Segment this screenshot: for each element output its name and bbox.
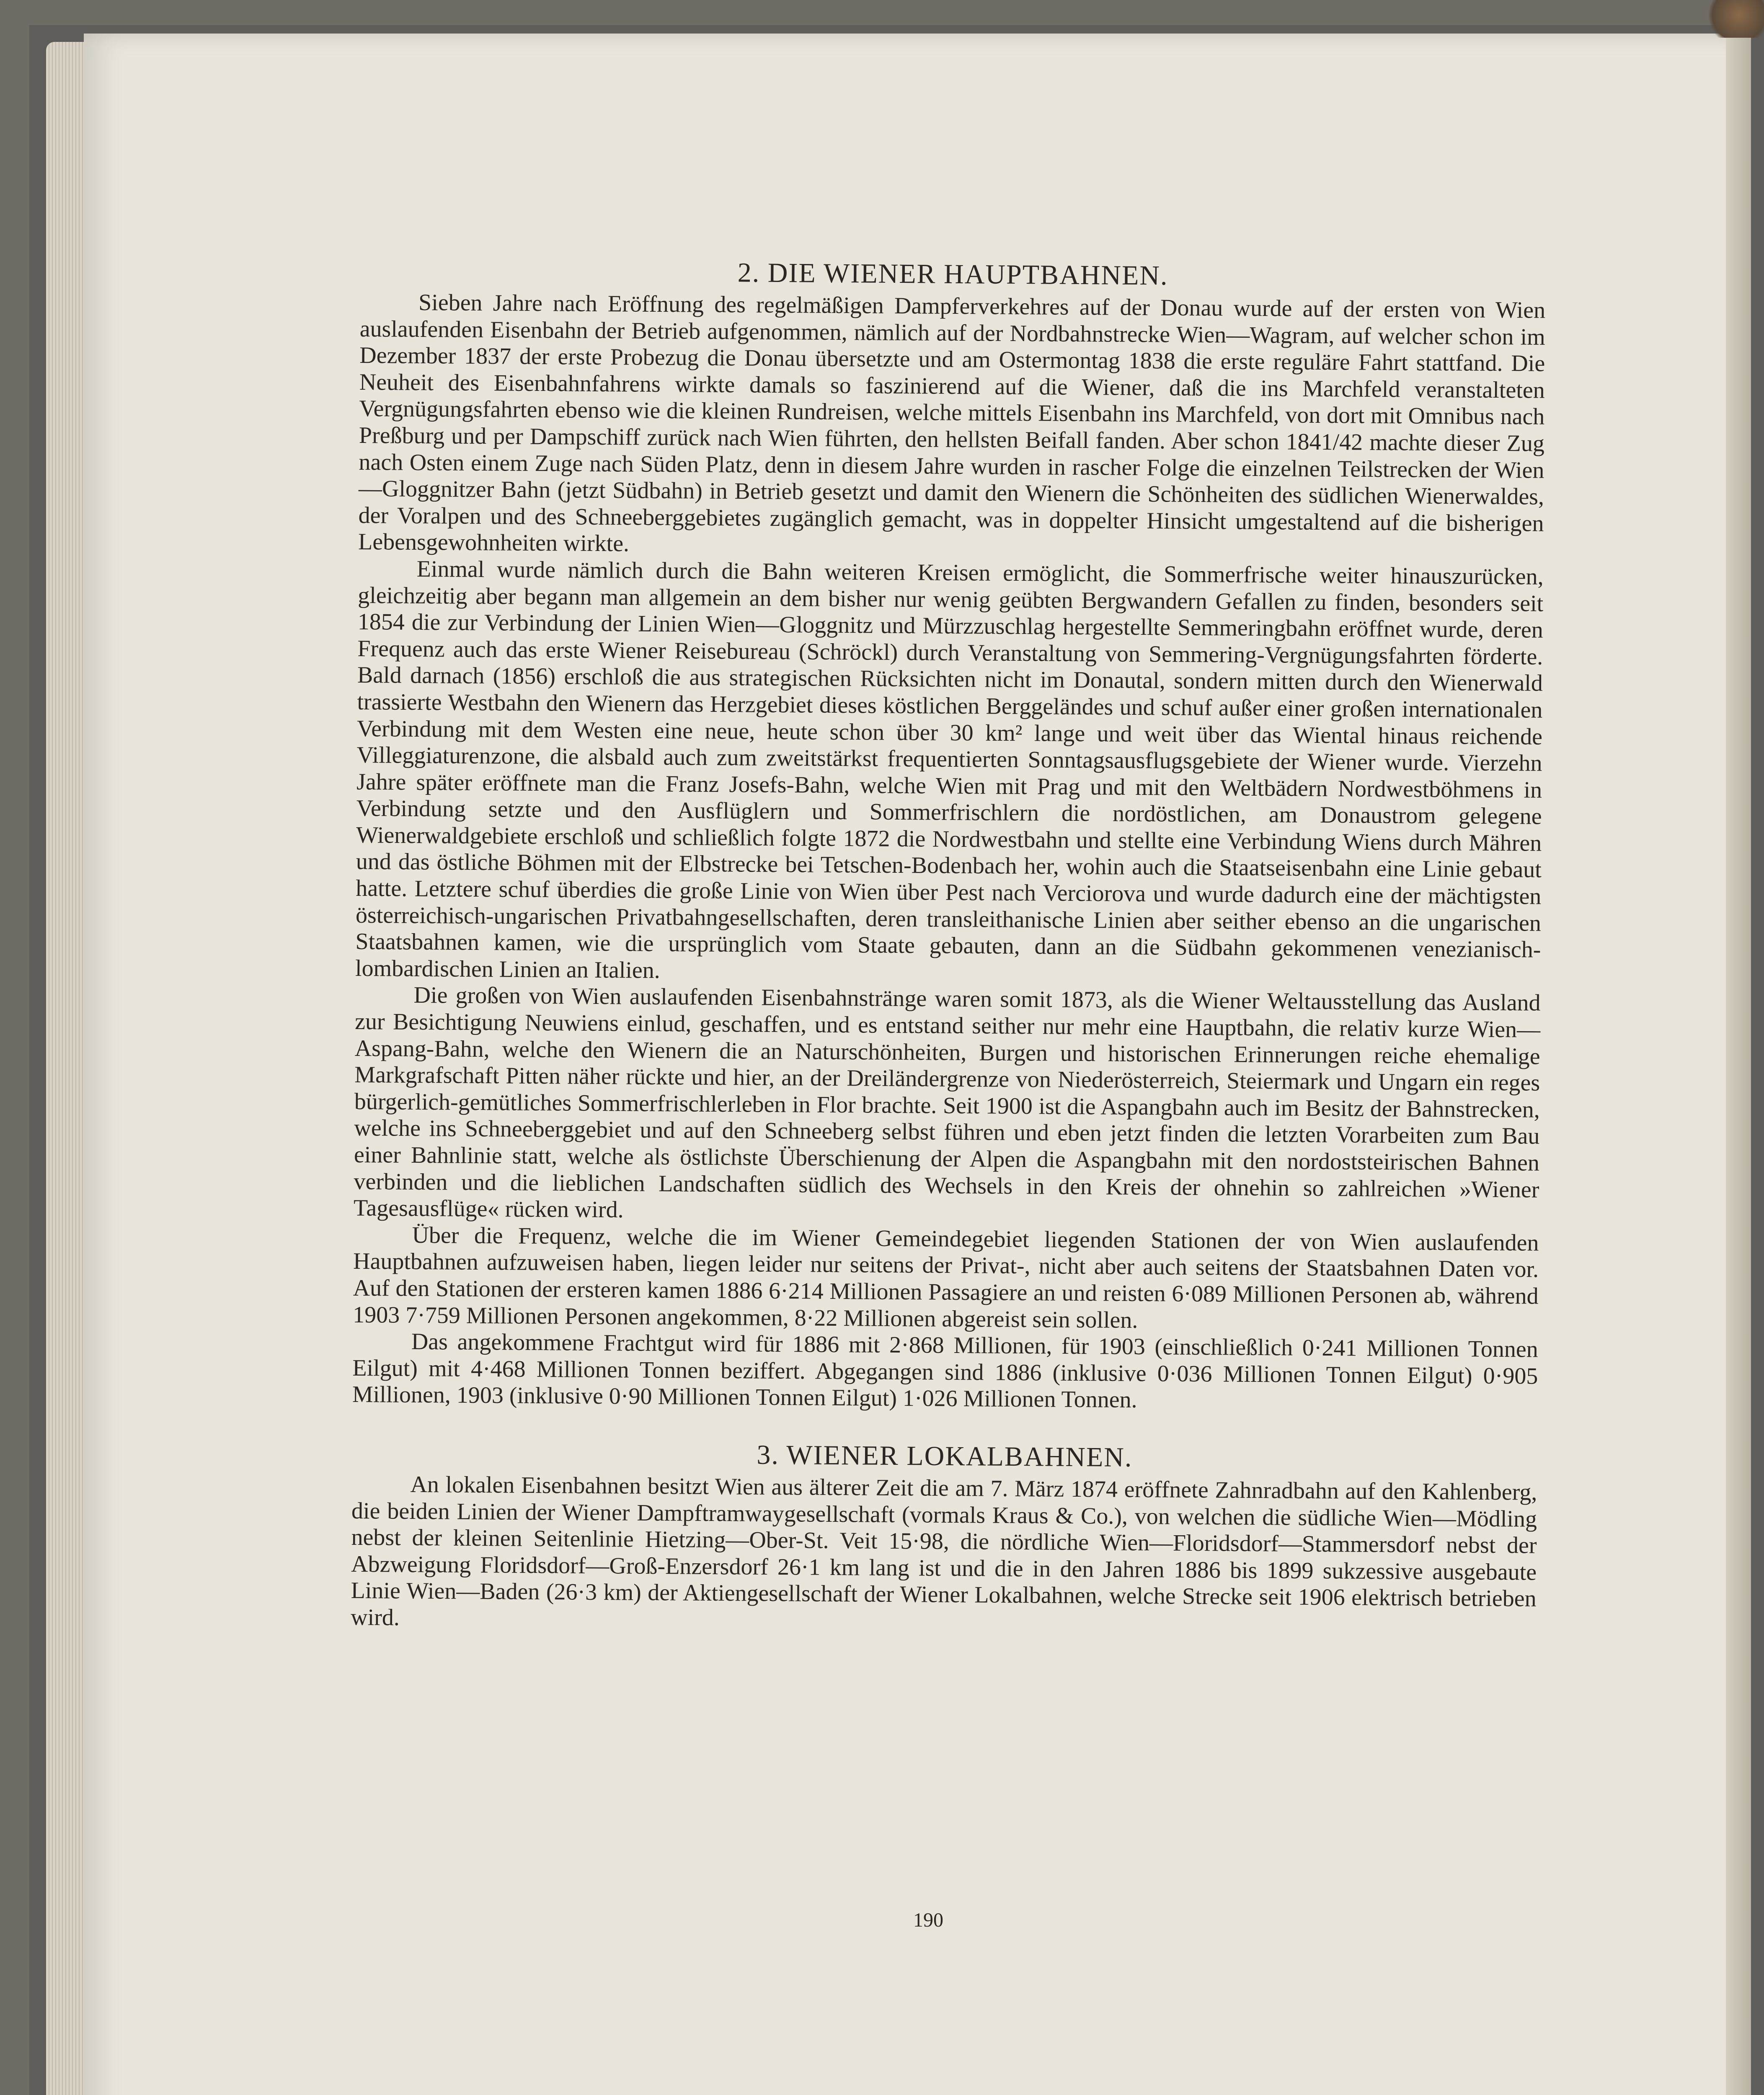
paragraph: Das angekommene Frachtgut wird für 1886 mit 2·868 Millionen, für 1903 (einschließlich 0·241 Millionen Tonnen Eilgut) mit 4·468 Millionen Tonnen beziffert. Abgegangen sind 1886 (inklusive 0·036 Millionen Tonnen Eilgut) 0·905 Millionen, 1903 (inklusive 0·90 Millionen Tonnen Eilgut) 1·026 Millionen Tonnen. [352, 1329, 1538, 1413]
paragraph: Sieben Jahre nach Eröffnung des regelmäßigen Dampferverkehres auf der Donau wurde auf der ersten von Wien auslaufenden Eisenbahn der Betrieb aufgenommen, nämlich auf der Nordbahnstrecke Wien—Wagram, auf welcher schon im Dezember 1837 der erste Probezug die Donau übersetzte und am Ostermontag 1838 die erste reguläre Fahrt stattfand. Die Neuheit des Eisenbahnfahrens wirkte damals so faszinierend auf die Wiener, daß die ins Marchfeld veranstalteten Vergnügungsfahrten ebenso wie die kleinen Rundreisen, welche mittels Eisenbahn ins Marchfeld, von dort mit Omnibus nach Preßburg und per Dampschiff zurück nach Wien führten, den hellsten Beifall fanden. Aber schon 1841/42 machte dieser Zug nach Osten einem Zuge nach Süden Platz, denn in diesem Jahre wurden in rascher Folge die einzelnen Teilstrecken der Wien—Gloggnitzer Bahn (jetzt Südbahn) in Betrieb gesetzt und damit den Wienern die Schönheiten des südlichen Wienerwaldes, der Voralpen und des Schneeberggebietes zugänglich gemacht, was in doppelter Hinsicht umgestaltend auf die bisherigen Lebensgewohnheiten wirkte. [358, 289, 1546, 557]
page-number: 190 [913, 1909, 943, 1931]
torn-corner [1701, 0, 1764, 38]
paragraph: Einmal wurde nämlich durch die Bahn weiteren Kreisen ermöglicht, die Sommerfrische weiter hinauszurücken, gleichzeitig aber begann man allgemein an dem bisher nur wenig geübten Bergwandern Gefallen zu finden, besonders seit 1854 die zur Verbindung der Linien Wien—Gloggnitz und Mürzzuschlag hergestellte Semmeringbahn eröffnet wurde, deren Frequenz auch das erste Wiener Reisebureau (Schröckl) durch Veranstaltung von Semmering-Vergnügungsfahrten förderte. Bald darnach (1856) erschloß die aus strategischen Rücksichten nicht im Donautal, sondern mitten durch den Wienerwald trassierte Westbahn den Wienern das Herzgebiet dieses köstlichen Berggeländes und schuf außer einer großen internationalen Verbindung mit dem Westen eine neue, heute schon über 30 km² lange und weit über das Wiental hinaus reichende Villeggiaturenzone, die alsbald auch zum zweitstärkst frequentierten Sonntagsausflugsgebiete der Wiener wurde. Vierzehn Jahre später eröffnete man die Franz Josefs-Bahn, welche Wien mit Prag und mit den Weltbädern Nordwestböhmens in Verbindung setzte und den Ausflüglern und Sommerfrischlern die nordöstlichen, am Donaustrom gelegene Wienerwaldgebiete erschloß und schließlich folgte 1872 die Nordwestbahn und stellte eine Verbindung Wiens durch Mähren und das östliche Böhmen mit der Elbstrecke bei Tetschen-Bodenbach her, wohin auch die Staatseisenbahn eine Linie gebaut hatte. Letztere schuf überdies die große Linie von Wien über Pest nach Verciorova und wurde dadurch eine der mächtigsten österreichisch-ungarischen Privatbahngesellschaften, deren transleithanische Linien aber seither ebenso an die ungarischen Staatsbahnen kamen, wie die ursprünglich vom Staate gebauten, dann an die Südbahn gekommenen venezianisch-lombardischen Linien an Italien. [355, 556, 1544, 983]
paragraph: Die großen von Wien auslaufenden Eisenbahnstränge waren somit 1873, als die Wiener Weltausstellung das Ausland zur Besichtigung Neuwiens einlud, geschaffen, und es entstand seither nur mehr eine Hauptbahn, die relativ kurze Wien—Aspang-Bahn, welche den Wienern die an Naturschönheiten, Burgen und historischen Erinnerungen reiche ehemalige Markgrafschaft Pitten näher rückte und hier, an der Dreiländergrenze von Niederösterreich, Steiermark und Ungarn ein reges bürgerlich-gemütliches Sommerfrischlerleben in Flor brachte. Seit 1900 ist die Aspangbahn auch im Besitz der Bahnstrecken, welche ins Schneeberggebiet und auf den Schneeberg selbst führen und eben jetzt finden die letzten Vorarbeiten zum Bau einer Bahnlinie statt, welche als östlichste Überschienung der Alpen die Aspangbahn mit den nordoststeirischen Bahnen verbinden und die lieblichen Landschaften südlich des Wechsels in den Kreis der ohnehin so zahlreichen »Wiener Tagesausflüge« rücken wird. [353, 982, 1541, 1223]
text-block [351, 251, 1546, 1639]
page-gutter [1726, 34, 1751, 2095]
paragraph: Über die Frequenz, welche die im Wiener Gemeindegebiet liegenden Stationen der von Wien auslaufenden Hauptbahnen aufzuweisen haben, liegen leider nur seitens der Privat-, nicht aber auch seitens der Staatsbahnen Daten vor. Auf den Stationen der ersteren kamen 1886 6·214 Millionen Passagiere an und reisten 6·089 Millionen Personen ab, während 1903 7·759 Millionen Personen angekommen, 8·22 Millionen abgereist sein sollen. [353, 1222, 1539, 1333]
section-heading: 2. DIE WIENER HAUPTBAHNEN. [737, 257, 1168, 291]
paragraph: An lokalen Eisenbahnen besitzt Wien aus älterer Zeit die am 7. März 1874 eröffnete Zahnradbahn auf den Kahlenberg, die beiden Linien der Wiener Dampftramwaygesellschaft (vormals Kraus & Co.), von welchen die südliche Wien—Mödling nebst der kleinen Seitenlinie Hietzing—Ober-St. Veit 15·98, die nördliche Wien—Floridsdorf—Stammersdorf nebst der Abzweigung Floridsdorf—Groß-Enzersdorf 26·1 km lang ist und die in den Jahren 1886 bis 1899 sukzessive ausgebaute Linie Wien—Baden (26·3 km) der Aktiengesellschaft der Wiener Lokalbahnen, welche Strecke seit 1906 elektrisch betrieben wird. [351, 1471, 1537, 1631]
section-heading: 3. WIENER LOKALBAHNEN. [757, 1439, 1133, 1473]
